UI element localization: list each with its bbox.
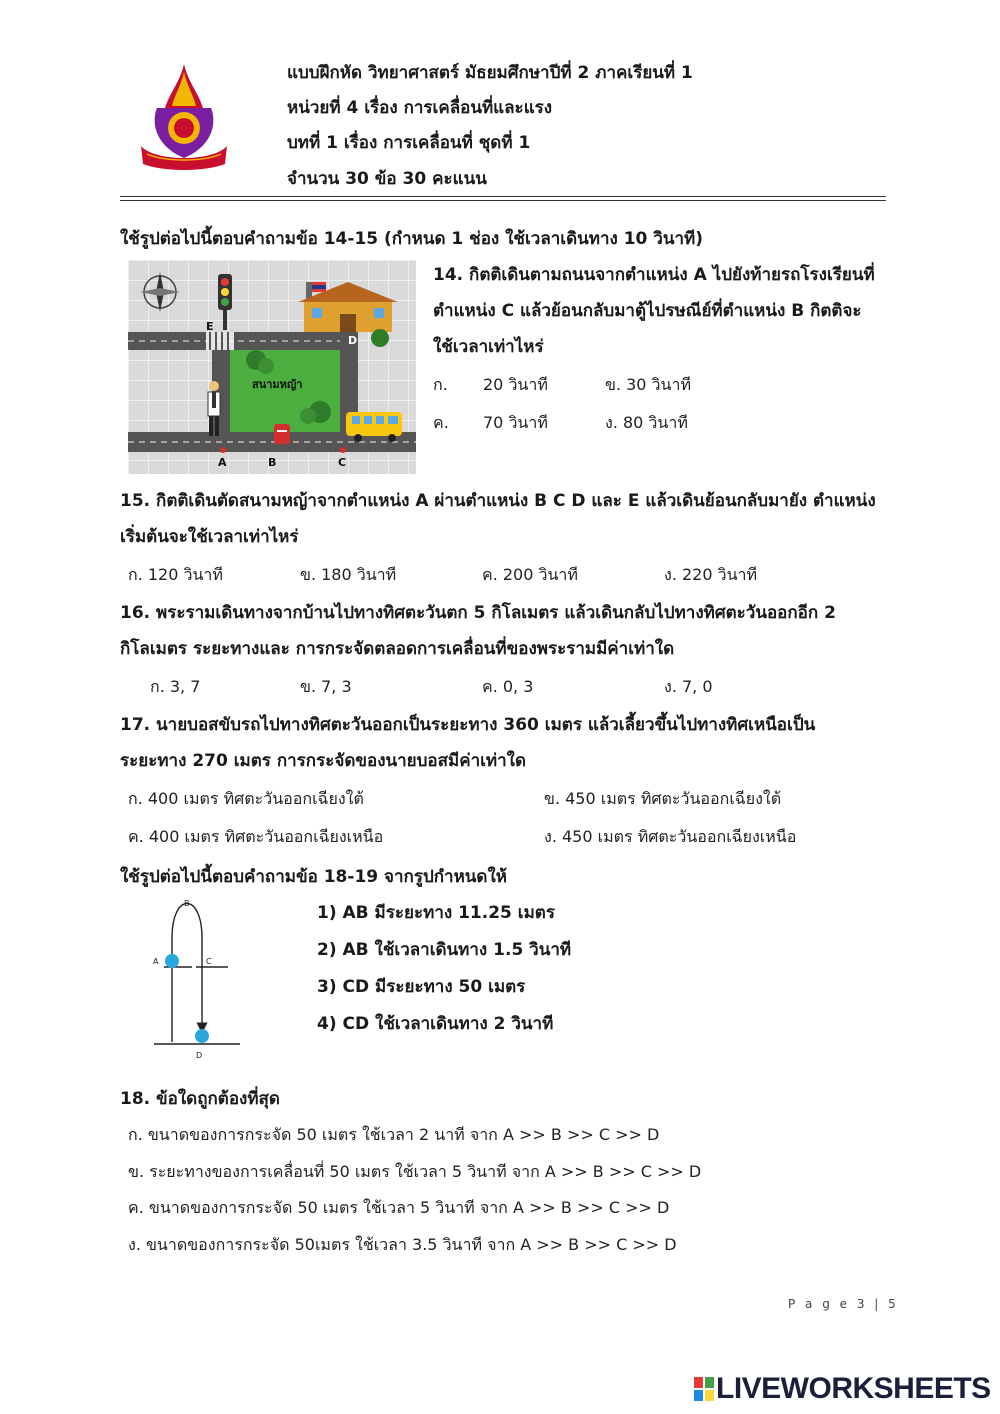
- intro-18-19: ใช้รูปต่อไปนี้ตอบคำถามข้อ 18-19 จากรูปกำหนดให้: [120, 867, 507, 887]
- school-emblem-logo: [135, 62, 233, 172]
- map-label-e: E: [206, 320, 214, 333]
- q16-option-c[interactable]: ค. 0, 3: [482, 677, 534, 696]
- map-label-c: C: [338, 456, 347, 469]
- q17-option-b[interactable]: ข. 450 เมตร ทิศตะวันออกเฉียงใต้: [544, 789, 782, 808]
- motion-diagram: [148, 896, 248, 1062]
- q14-option-a-letter: ก.: [433, 375, 448, 394]
- diagram-label-b: B: [184, 899, 190, 908]
- liveworksheets-brand[interactable]: LIVEWORKSHEETS: [716, 1372, 991, 1405]
- q15-option-a[interactable]: ก. 120 วินาที: [128, 565, 223, 584]
- page-number: P a g e 3 | 5: [788, 1297, 899, 1311]
- q18-option-d[interactable]: ง. ขนาดของการกระจัด 50เมตร ใช้เวลา 3.5 วินาที จาก A >> B >> C >> D: [128, 1235, 677, 1254]
- liveworksheets-logo-icon: [694, 1377, 714, 1401]
- map-label-a: A: [218, 456, 227, 469]
- map-illustration: [128, 260, 416, 474]
- q15-line-1: 15. กิตติเดินตัดสนามหญ้าจากตำแหน่ง A ผ่านตำแหน่ง B C D และ E แล้วเดินย้อนกลับมายัง ตำแหน่ง: [120, 491, 876, 511]
- q15-option-d[interactable]: ง. 220 วินาที: [664, 565, 758, 584]
- q16-option-a[interactable]: ก. 3, 7: [150, 677, 201, 696]
- header-divider-bottom: [120, 200, 886, 201]
- q14-line-1: 14. กิตติเดินตามถนนจากตำแหน่ง A ไปยังท้ายรถโรงเรียนที่: [433, 265, 875, 285]
- q16-option-d[interactable]: ง. 7, 0: [664, 677, 713, 696]
- q18-option-c[interactable]: ค. ขนาดของการกระจัด 50 เมตร ใช้เวลา 5 วินาที จาก A >> B >> C >> D: [128, 1198, 670, 1217]
- mailbox-icon: [274, 424, 290, 444]
- q15-option-c[interactable]: ค. 200 วินาที: [482, 565, 578, 584]
- q17-option-a[interactable]: ก. 400 เมตร ทิศตะวันออกเฉียงใต้: [128, 789, 364, 808]
- q14-option-d[interactable]: ง. 80 วินาที: [605, 413, 688, 432]
- diagram-label-a: A: [153, 957, 159, 966]
- q16-line-1: 16. พระรามเดินทางจากบ้านไปทางทิศตะวันตก 5 กิโลเมตร แล้วเดินกลับไปทางทิศตะวันออกอีก 2: [120, 603, 836, 623]
- q17-line-2: ระยะทาง 270 เมตร การกระจัดของนายบอสมีค่าเท่าใด: [120, 751, 527, 771]
- given-3: 3) CD มีระยะทาง 50 เมตร: [317, 977, 526, 997]
- q17-line-1: 17. นายบอสขับรถไปทางทิศตะวันออกเป็นระยะทาง 360 เมตร แล้วเลี้ยวขึ้นไปทางทิศเหนือเป็น: [120, 715, 816, 735]
- intro-14-15: ใช้รูปต่อไปนี้ตอบคำถามข้อ 14-15 (กำหนด 1 ช่อง ใช้เวลาเดินทาง 10 วินาที): [120, 229, 703, 249]
- q14-option-c[interactable]: 70 วินาที: [483, 413, 548, 432]
- field-label: สนามหญ้า: [252, 378, 303, 391]
- q14-option-a[interactable]: 20 วินาที: [483, 375, 548, 394]
- given-1: 1) AB มีระยะทาง 11.25 เมตร: [317, 903, 555, 923]
- header-line-2: หน่วยที่ 4 เรื่อง การเคลื่อนที่และแรง: [287, 98, 553, 118]
- q14-line-2: ตำแหน่ง C แล้วย้อนกลับมาตู้ไปรษณีย์ที่ตำแหน่ง B กิตติจะ: [433, 301, 862, 321]
- q18-option-b[interactable]: ข. ระยะทางของการเคลื่อนที่ 50 เมตร ใช้เวลา 5 วินาที จาก A >> B >> C >> D: [128, 1162, 702, 1181]
- q14-line-3: ใช้เวลาเท่าไหร่: [433, 337, 544, 357]
- map-label-b: B: [268, 456, 277, 469]
- diagram-label-d: D: [196, 1051, 203, 1060]
- header-line-4: จำนวน 30 ข้อ 30 คะแนน: [287, 169, 487, 189]
- given-2: 2) AB ใช้เวลาเดินทาง 1.5 วินาที: [317, 940, 572, 960]
- q18-title: 18. ข้อใดถูกต้องที่สุด: [120, 1089, 280, 1109]
- header-divider-top: [120, 196, 886, 197]
- q17-option-c[interactable]: ค. 400 เมตร ทิศตะวันออกเฉียงเหนือ: [128, 827, 384, 846]
- q15-option-b[interactable]: ข. 180 วินาที: [300, 565, 397, 584]
- map-label-d: D: [348, 334, 358, 347]
- header-line-3: บทที่ 1 เรื่อง การเคลื่อนที่ ชุดที่ 1: [287, 133, 531, 153]
- q15-line-2: เริ่มต้นจะใช้เวลาเท่าไหร่: [120, 527, 299, 547]
- q16-option-b[interactable]: ข. 7, 3: [300, 677, 352, 696]
- header-line-1: แบบฝึกหัด วิทยาศาสตร์ มัธยมศึกษาปีที่ 2 ภาคเรียนที่ 1: [287, 63, 693, 83]
- diagram-label-c: C: [206, 957, 212, 966]
- given-4: 4) CD ใช้เวลาเดินทาง 2 วินาที: [317, 1014, 554, 1034]
- q17-option-d[interactable]: ง. 450 เมตร ทิศตะวันออกเฉียงเหนือ: [544, 827, 797, 846]
- q18-option-a[interactable]: ก. ขนาดของการกระจัด 50 เมตร ใช้เวลา 2 นาที จาก A >> B >> C >> D: [128, 1125, 660, 1144]
- q16-line-2: กิโลเมตร ระยะทางและ การกระจัดตลอดการเคลื่อนที่ของพระรามมีค่าเท่าใด: [120, 639, 675, 659]
- q14-option-b[interactable]: ข. 30 วินาที: [605, 375, 692, 394]
- q14-option-c-letter: ค.: [433, 413, 449, 432]
